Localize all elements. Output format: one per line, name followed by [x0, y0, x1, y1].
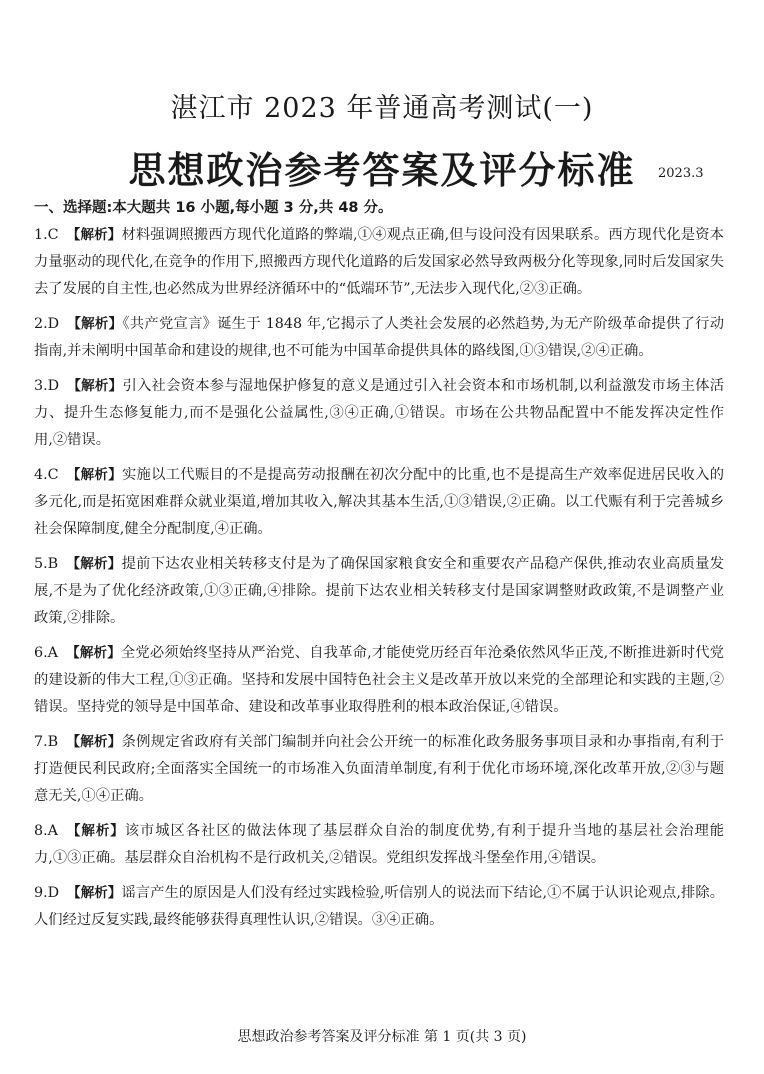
question-number-answer: 9.D [34, 885, 60, 901]
answer-item [34, 462, 724, 543]
exam-date: 2023.3 [658, 166, 704, 181]
question-number-answer: 6.A [34, 645, 58, 661]
question-number-answer: 5.B [34, 556, 59, 572]
answer-list [34, 222, 724, 942]
analysis-tag: 【解析】 [67, 378, 123, 394]
analysis-text: 条例规定省政府有关部门编制并向社会公开统一的标准化政务服务事项目录和办事指南,有利于打造便民利民政府;全面落实全国统一的市场准入负面清单制度,有利于优化市场环境,深化改革开放,②③与题意无关,①④正确。 [34, 734, 725, 804]
exam-title: 湛江市 2023 年普通高考测试(一) [170, 93, 594, 124]
analysis-text: 全党必须始终坚持从严治党、自我革命,才能使党历经百年沧桑依然风华正茂,不断推进新时代党的建设新的伟大工程,①③正确。坚持和发展中国特色社会主义是改革开放以来党的全部理论和实践的主题,②错误。坚持党的领导是中国革命、建设和改革事业取得胜利的根本政治保证,④错误。 [34, 645, 724, 715]
analysis-text: 谣言产生的原因是人们没有经过实践检验,听信别人的说法而下结论,①不属于认识论观点,排除。人们经过反复实践,最终能够获得真理性认识,②错误。③④正确。 [34, 885, 724, 928]
analysis-tag: 【解析】 [65, 823, 125, 839]
question-number-answer: 8.A [34, 823, 58, 839]
analysis-tag: 【解析】 [67, 316, 123, 332]
page-title: 思想政治参考答案及评分标准 [128, 149, 636, 192]
analysis-tag: 【解析】 [66, 227, 122, 243]
section-heading: 一、选择题:本大题共 16 小题,每小题 3 分,共 48 分。 [34, 200, 393, 216]
analysis-text: 该市城区各社区的做法体现了基层群众自治的制度优势,有利于提升当地的基层社会治理能力,①③正确。基层群众自治机构不是行政机关,②错误。党组织发挥战斗堡垒作用,④错误。 [34, 823, 724, 866]
answer-item [34, 311, 724, 365]
analysis-tag: 【解析】 [66, 734, 122, 750]
question-number-answer: 1.C [34, 227, 59, 243]
analysis-text: 引入社会资本参与湿地保护修复的意义是通过引入社会资本和市场机制,以利益激发市场主体活力、提升生态修复能力,而不是强化公益属性,③④正确,①错误。市场在公共物品配置中不能发挥决定性作用,②错误。 [34, 378, 724, 448]
answer-item [34, 729, 724, 810]
question-number-answer: 3.D [34, 378, 60, 394]
analysis-text: 提前下达农业相关转移支付是为了确保国家粮食安全和重要农产品稳产保供,推动农业高质量发展,不是为了优化经济政策,①③正确,④排除。提前下达农业相关转移支付是国家调整财政政策,不是调整产业政策,②排除。 [34, 556, 725, 626]
analysis-text: 材料强调照搬西方现代化道路的弊端,①④观点正确,但与设问没有因果联系。西方现代化是资本力量驱动的现代化,在竞争的作用下,照搬西方现代化道路的后发国家必然导致两极分化等现象,同时后发国家失去了发展的自主性,也必然成为世界经济循环中的“低端环节”,无法步入现代化,②③正确。 [34, 227, 724, 297]
question-number-answer: 7.B [34, 734, 59, 750]
answer-item [34, 880, 724, 934]
answer-item [34, 222, 724, 303]
analysis-tag: 【解析】 [66, 556, 122, 572]
answer-item [34, 551, 724, 632]
analysis-text: 《共产党宣言》诞生于 1848 年,它揭示了人类社会发展的必然趋势,为无产阶级革命提供了行动指南,并未阐明中国革命和建设的规律,也不可能为中国革命提供具体的路线图,①③错误,②④正确。 [34, 316, 724, 359]
question-number-answer: 2.D [34, 316, 60, 332]
answer-item [34, 373, 724, 454]
answer-item [34, 640, 724, 721]
analysis-tag: 【解析】 [66, 467, 122, 483]
answer-item [34, 818, 724, 872]
page-footer: 思想政治参考答案及评分标准 第 1 页(共 3 页) [237, 1029, 527, 1045]
analysis-tag: 【解析】 [65, 645, 121, 661]
analysis-tag: 【解析】 [67, 885, 122, 901]
analysis-text: 实施以工代赈目的不是提高劳动报酬在初次分配中的比重,也不是提高生产效率促进居民收入的多元化,而是拓宽困难群众就业渠道,增加其收入,解决其基本生活,①③错误,②正确。以工代赈有利于完善城乡社会保障制度,健全分配制度,④正确。 [34, 467, 725, 537]
question-number-answer: 4.C [34, 467, 59, 483]
